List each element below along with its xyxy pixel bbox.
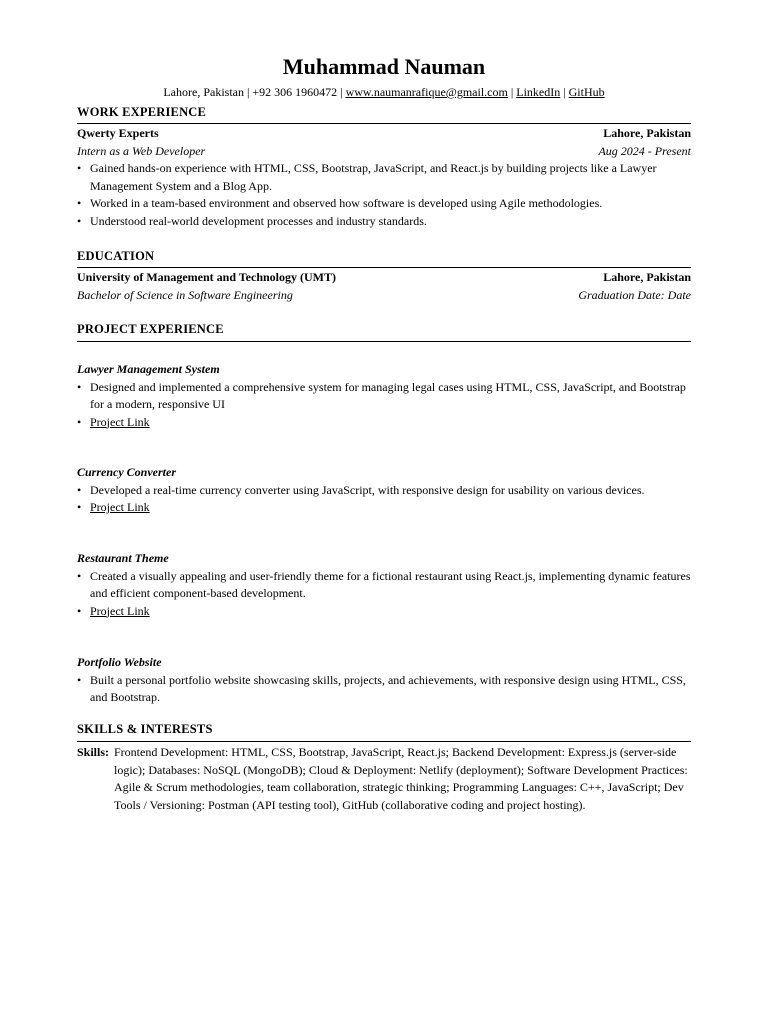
- education-school: University of Management and Technology (UMT): [77, 270, 336, 284]
- projects-section-title: PROJECT EXPERIENCE: [77, 322, 224, 336]
- education-header-row: [77, 269, 691, 287]
- project-description: • Designed and implemented a comprehensive system for managing legal cases using HTML, CSS, JavaScript, and Bootstrap for a modern, responsive UI: [90, 379, 691, 414]
- project-item: [77, 464, 691, 517]
- work-role: Intern as a Web Developer: [77, 143, 206, 158]
- work-entry: [77, 125, 691, 230]
- project-description: • Developed a real-time currency converter using JavaScript, with responsive design for usability on various devices.: [90, 482, 691, 500]
- education-degree: Bachelor of Science in Software Engineering: [77, 287, 293, 302]
- project-description: • Created a visually appealing and user-friendly theme for a fictional restaurant using React.js, implementing dynamic features and efficient component-based development.: [90, 568, 691, 603]
- contact-location: Lahore, Pakistan: [163, 85, 244, 99]
- work-dates: Aug 2024 - Present: [598, 143, 691, 158]
- work-bullets: [77, 160, 691, 230]
- education-graduation: Graduation Date: Date: [578, 287, 691, 302]
- project-name: Portfolio Website: [77, 655, 162, 669]
- skills-entry: [77, 744, 691, 814]
- work-subheader-row: [77, 143, 691, 161]
- contact-separator: |: [244, 85, 253, 99]
- contact-separator: |: [507, 85, 517, 99]
- section-divider: [77, 123, 691, 124]
- education-location: Lahore, Pakistan: [603, 270, 691, 284]
- section-divider: [77, 741, 691, 742]
- project-link-item: [90, 414, 691, 432]
- project-name: Lawyer Management System: [77, 362, 220, 376]
- project-link-item: [90, 603, 691, 621]
- project-bullets: [77, 568, 691, 621]
- work-header-row: [77, 125, 691, 143]
- work-location: Lahore, Pakistan: [603, 126, 691, 140]
- project-link-item: [90, 499, 691, 517]
- project-item: [77, 550, 691, 620]
- contact-separator: |: [560, 85, 569, 99]
- project-name: Restaurant Theme: [77, 551, 169, 565]
- email-link[interactable]: www.naumanrafique@gmail.com: [345, 85, 508, 99]
- project-item: [77, 654, 691, 707]
- work-section-title: WORK EXPERIENCE: [77, 105, 207, 119]
- contact-phone: +92 306 1960472: [252, 85, 338, 99]
- list-item: • Gained hands-on experience with HTML, CSS, Bootstrap, JavaScript, and React.js by building projects like a Lawyer Management System and a Blog App.: [90, 160, 691, 195]
- section-divider: [77, 267, 691, 268]
- skills-section-title: SKILLS & INTERESTS: [77, 722, 213, 736]
- contact-separator: |: [337, 85, 346, 99]
- skills-label: Skills:: [77, 745, 110, 759]
- project-bullets: [77, 379, 691, 432]
- education-section-title: EDUCATION: [77, 249, 155, 263]
- candidate-name: Muhammad Nauman: [282, 54, 486, 79]
- project-link[interactable]: Project Link: [90, 500, 150, 514]
- project-link[interactable]: Project Link: [90, 603, 150, 618]
- education-entry: [77, 269, 691, 304]
- list-item: • Understood real-world development processes and industry standards.: [90, 213, 691, 231]
- project-bullets: [77, 482, 691, 517]
- section-divider: [77, 341, 691, 342]
- contact-line: [0, 84, 768, 100]
- list-item: • Worked in a team-based environment and observed how software is developed using Agile methodologies.: [90, 195, 691, 213]
- project-description: • Built a personal portfolio website showcasing skills, projects, and achievements, with responsive design using HTML, CSS, and Bootstrap.: [90, 672, 691, 707]
- github-link[interactable]: GitHub: [568, 85, 605, 99]
- skills-text: Frontend Development: HTML, CSS, Bootstrap, JavaScript, React.js; Backend Development: Express.js (server-side logic); Databases: NoSQL (MongoDB); Cloud & Deployment: Netlify (deployment); Software Development Practices: Agile & Scrum methodologies, team collaboration, strategic thinking; Programming Languages: C++, JavaScript; Dev Tools / Versioning: Postman (API testing tool), GitHub (collaborative coding and project hosting).: [114, 745, 688, 812]
- project-name: Currency Converter: [77, 465, 176, 479]
- work-company: Qwerty Experts: [77, 126, 159, 140]
- linkedin-link[interactable]: LinkedIn: [516, 85, 561, 99]
- project-bullets: [77, 672, 691, 707]
- project-link[interactable]: Project Link: [90, 414, 150, 429]
- project-item: [77, 361, 691, 431]
- education-subheader-row: [77, 287, 691, 305]
